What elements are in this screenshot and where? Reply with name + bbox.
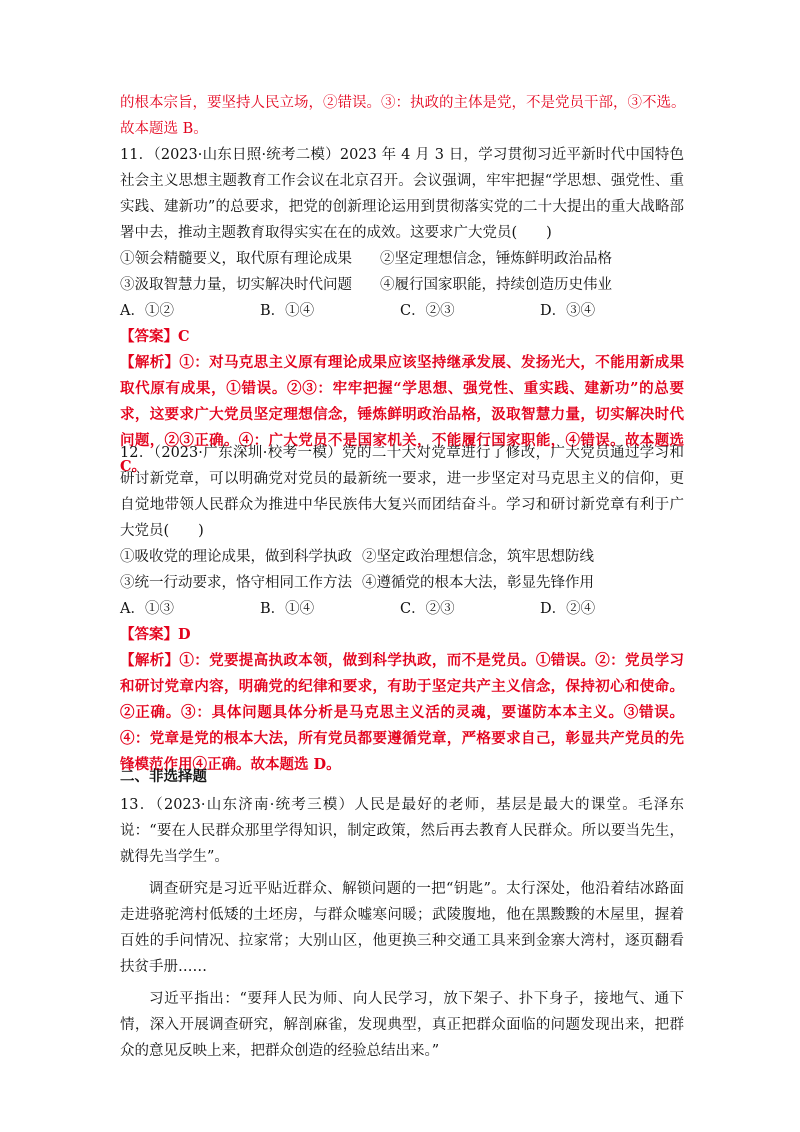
question-11-choices xyxy=(120,298,684,324)
statement-1: ①吸收党的理论成果，做到科学执政 xyxy=(120,549,352,565)
statement-2: ②坚定政治理想信念，筑牢思想防线 xyxy=(362,549,594,565)
question-12-analysis: 【解析】①：党要提高执政本领，做到科学执政，而不是党员。①错误。②：党员学习和研讨党章内容，明确党的纪律和要求，有助于坚定共产主义信念，保持初心和使命。②正确。③：具体问题具体分析是马克思主义活的灵魂，要谨防本本主义。③错误。④：党章是党的根本大法，所有党员都要遵循党章，严格要求自己，彰显共产党员的先锋模范作用④正确。故本题选 D。 xyxy=(120,652,684,773)
question-11-statements-row-1 xyxy=(120,246,684,272)
statement-1: ①领会精髓要义，取代原有理论成果 xyxy=(120,251,352,267)
question-12-statements-row-2 xyxy=(120,570,684,596)
section-2-heading: 二、非选择题 xyxy=(120,768,207,785)
choice-a[interactable]: A．①② xyxy=(120,303,174,319)
choice-d[interactable]: D．②④ xyxy=(540,601,596,617)
statement-3: ③汲取智慧力量，切实解决时代问题 xyxy=(120,277,352,293)
prev-analysis-line-1: 的根本宗旨，要坚持人民立场，②错误。③：执政的主体是党，不是党员干部，③不选。 xyxy=(120,95,686,111)
statement-4: ④履行国家职能，持续创造历史伟业 xyxy=(380,277,612,293)
question-12-statements-row-1 xyxy=(120,544,684,570)
question-11-analysis: 【解析】①：对马克思主义原有理论成果应该坚持继承发展、发扬光大，不能用新成果取代原有成果，①错误。②③：牢牢把握“学思想、强党性、重实践、建新功”的总要求，这要求广大党员坚定理想信念，锤炼鲜明政治品格，汲取智慧力量，切实解决时代问题，②③正确。④：广大党员不是国家机关，不能履行国家职能，④错误。故本题选 C。 xyxy=(120,354,684,475)
question-11-answer: 【答案】C xyxy=(120,328,190,345)
question-11 xyxy=(120,142,684,480)
choice-a[interactable]: A．①③ xyxy=(120,601,174,617)
question-13 xyxy=(120,792,684,1064)
choice-d[interactable]: D．③④ xyxy=(540,303,596,319)
question-13-stem: 13．（2023·山东济南·统考三模）人民是最好的老师，基层是最大的课堂。毛泽东说：“要在人民群众那里学得知识，制定政策，然后再去教育人民群众。所以要当先生，就得先当学生”。 xyxy=(120,797,684,865)
section-2 xyxy=(120,764,684,790)
question-13-material-paragraph-1: 调查研究是习近平贴近群众、解锁问题的一把“钥匙”。太行深处，他沿着结冰路面走进骆驼湾村低矮的土坯房，与群众嘘寒问暖；武陵腹地，他在黑黢黢的木屋里，握着百姓的手问情况、拉家常；大别山区，他更换三种交通工具来到金寨大湾村，逐页翻看扶贫手册…… xyxy=(120,881,684,975)
choice-c[interactable]: C．②③ xyxy=(400,303,455,319)
prev-analysis xyxy=(120,90,684,142)
question-12 xyxy=(120,440,684,778)
statement-4: ④遵循党的根本大法，彰显先锋作用 xyxy=(362,575,594,591)
choice-b[interactable]: B．①④ xyxy=(260,303,315,319)
question-11-stem: 11．（2023·山东日照·统考二模）2023 年 4 月 3 日，学习贯彻习近平新时代中国特色社会主义思想主题教育工作会议在北京召开。会议强调，牢牢把握“学思想、强党性、重实践、建新功”的总要求，把党的创新理论运用到贯彻落实党的二十大提出的重大战略部署中去，推动主题教育取得实实在在的成效。这要求广大党员( ) xyxy=(120,147,684,241)
question-12-stem: 12．（2023·广东深圳·校考一模）党的二十大对党章进行了修改，广大党员通过学习和研讨新党章，可以明确党对党员的最新统一要求，进一步坚定对马克思主义的信仰，更自觉地带领人民群众为推进中华民族伟大复兴而团结奋斗。学习和研讨新党章有利于广大党员( ) xyxy=(120,445,684,539)
question-12-answer: 【答案】D xyxy=(120,626,191,643)
choice-c[interactable]: C．②③ xyxy=(400,601,455,617)
question-11-statements-row-2 xyxy=(120,272,684,298)
prev-analysis-line-2: 故本题选 B。 xyxy=(120,121,208,137)
statement-2: ②坚定理想信念，锤炼鲜明政治品格 xyxy=(380,251,612,267)
question-12-choices xyxy=(120,596,684,622)
choice-b[interactable]: B．①④ xyxy=(260,601,315,617)
question-13-material-paragraph-2: 习近平指出：“要拜人民为师、向人民学习，放下架子、扑下身子，接地气、通下情，深入开展调查研究，解剖麻雀，发现典型，真正把群众面临的问题发现出来，把群众的意见反映上来，把群众创造的经验总结出来。” xyxy=(120,991,684,1059)
statement-3: ③统一行动要求，恪守相同工作方法 xyxy=(120,575,352,591)
